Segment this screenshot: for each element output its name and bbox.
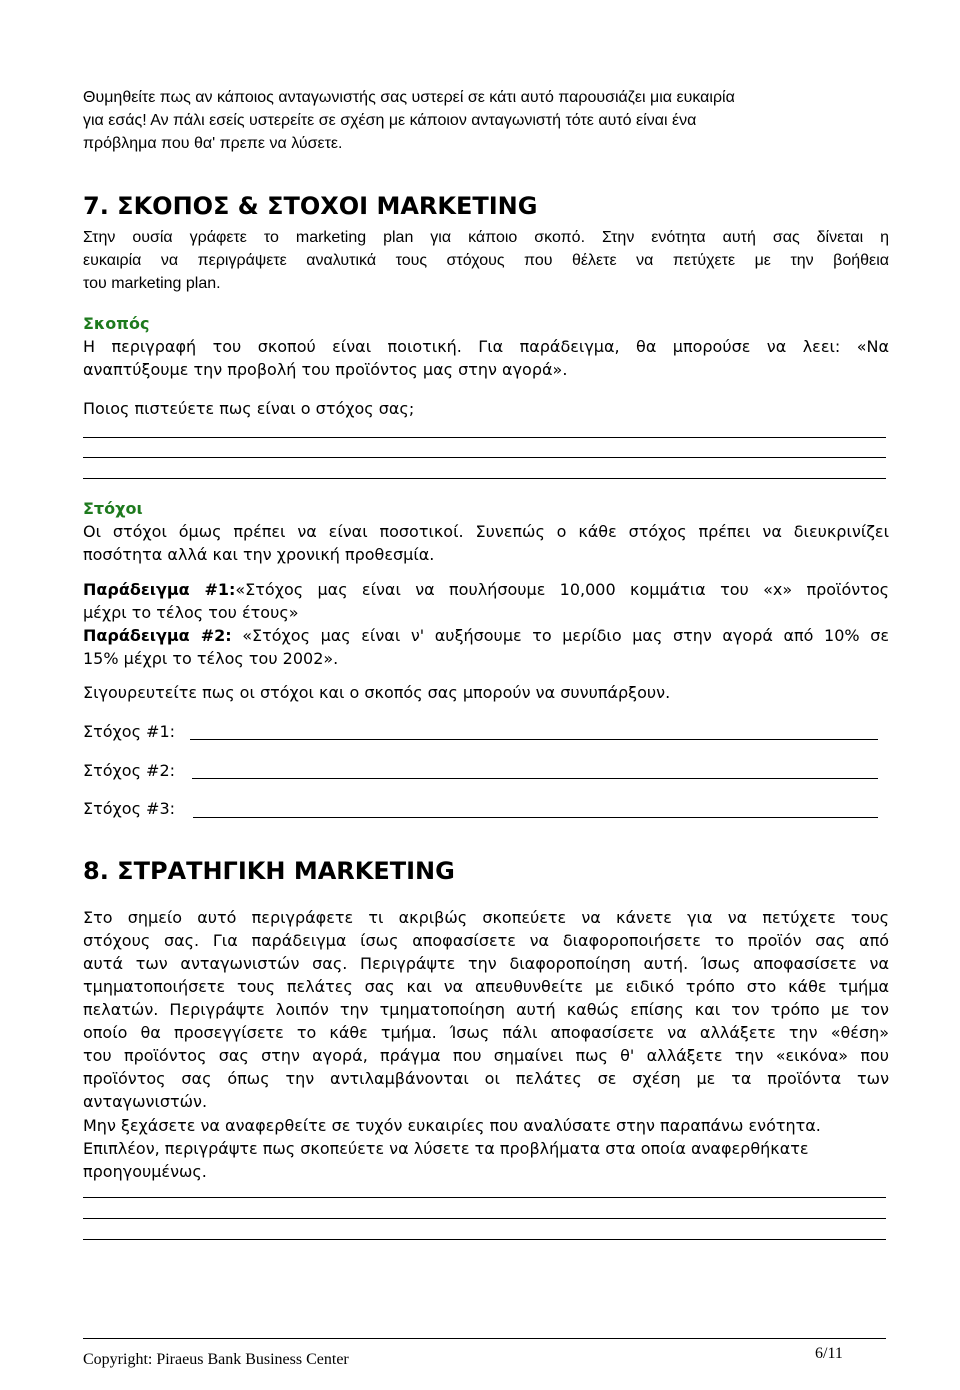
answer-line[interactable] [83, 457, 886, 458]
intro-line: πρόβλημα που θα' πρεπε να λύσετε. [83, 135, 343, 152]
section-7-intro-line: ευκαιρία να περιγράψετε αναλυτικά τους στόχους που θέλετε να πετύχετε με την βοήθεια [83, 252, 889, 269]
purpose-heading: Σκοπός [83, 314, 150, 333]
purpose-question: Ποιος πιστεύετε πως είναι ο στόχος σας; [83, 399, 415, 418]
coexist-note: Σιγουρευτείτε πως οι στόχοι και ο σκοπός σας μπορούν να συνυπάρξουν. [83, 683, 671, 702]
answer-line[interactable] [83, 1218, 886, 1219]
goal-2-label: Στόχος #2: [83, 761, 176, 780]
example-2-line-2: 15% μέχρι το τέλος του 2002». [83, 649, 339, 668]
purpose-text-line: αναπτύξουμε την προβολή του προϊόντος μας στην αγορά». [83, 360, 568, 379]
goals-text [83, 520, 889, 566]
section-7-intro [83, 226, 889, 295]
section-8-line: πελατών. Περιγράψτε λοιπόν την τμηματοποίηση αυτή καθώς επίσης και τον τρόπο με τον [83, 1000, 889, 1019]
examples [83, 578, 889, 670]
section-8-line: Μην ξεχάσετε να αναφερθείτε σε τυχόν ευκαιρίες που αναλύσατε στην παραπάνω ενότητα. [83, 1116, 821, 1135]
section-8-line: αυτά των ανταγωνιστών σας. Περιγράψτε την διαφοροποίηση αυτή. Ίσως αποφασίσετε να [83, 954, 889, 973]
goal-1-field[interactable] [190, 739, 878, 740]
intro-line: Θυμηθείτε πως αν κάποιος ανταγωνιστής σας υστερεί σε κάτι αυτό παρουσιάζει μια ευκαιρία [83, 89, 735, 106]
example-1-line [83, 578, 889, 601]
section-8-paragraph-1 [83, 906, 889, 1113]
goal-1-label: Στόχος #1: [83, 722, 176, 741]
section-8-line: προϊόντος σας όπως την αντιλαμβάνονται οι πελάτες σε σχέση με τα προϊόντα των [83, 1069, 889, 1088]
section-8-line: ανταγωνιστών. [83, 1092, 208, 1111]
page-number: 6/11 [815, 1345, 843, 1362]
goal-2-field[interactable] [192, 778, 878, 779]
example-2-label: Παράδειγμα #2: [83, 626, 232, 645]
section-8-line: οποίο θα προσεγγίσετε το κάθε τμήμα. Ίσως πάλι αποφασίσετε να αλλάξετε την «θέση» [83, 1023, 889, 1042]
answer-line[interactable] [83, 437, 886, 438]
section-8-line: προηγουμένως. [83, 1162, 207, 1181]
goals-text-line: Οι στόχοι όμως πρέπει να είναι ποσοτικοί. Συνεπώς ο κάθε στόχος πρέπει να διευκρινίζει [83, 522, 889, 541]
section-7-heading: 7. ΣΚΟΠΟΣ & ΣΤΟΧΟΙ MARKETING [83, 192, 538, 220]
section-8-heading: 8. ΣΤΡΑΤΗΓΙΚΗ MARKETING [83, 857, 455, 885]
section-7-intro-line: Στην ουσία γράφετε το marketing plan για κάποιο σκοπό. Στην ενότητα αυτή σας δίνεται η [83, 229, 889, 246]
goals-text-line: ποσότητα αλλά και την χρονική προθεσμία. [83, 545, 435, 564]
footer-divider [83, 1338, 886, 1339]
section-8-line: στόχους σας. Για παράδειγμα ίσως αποφασίσετε να διαφοροποιήσετε το προϊόν σας από [83, 931, 889, 950]
goals-heading: Στόχοι [83, 499, 143, 518]
example-1-text: «Στόχος μας είναι να πουλήσουμε 10,000 κομμάτια του «x» προϊόντος [235, 580, 889, 599]
example-2-line [83, 624, 889, 647]
goal-3-label: Στόχος #3: [83, 799, 176, 818]
section-8-paragraph-2 [83, 1114, 889, 1183]
footer-copyright: Copyright: Piraeus Bank Business Center [83, 1351, 349, 1368]
goal-3-field[interactable] [193, 817, 878, 818]
section-8-line: του προϊόντος σας στην αγορά, πράγμα που σημαίνει πως θ' αλλάξετε την «εικόνα» που [83, 1046, 889, 1065]
example-1-line-2: μέχρι το τέλος του έτους» [83, 603, 299, 622]
intro-line: για εσάς! Αν πάλι εσείς υστερείτε σε σχέση με κάποιον ανταγωνιστή τότε αυτό είναι ένα [83, 112, 697, 129]
section-8-line: Στο σημείο αυτό περιγράφετε τι ακριβώς σκοπεύετε να κάνετε για να πετύχετε τους [83, 908, 889, 927]
example-2-text: «Στόχος μας είναι ν' αυξήσουμε το μερίδιο μας στην αγορά από 10% σε [231, 626, 889, 645]
example-1-label: Παράδειγμα #1: [83, 580, 236, 599]
answer-line[interactable] [83, 1197, 886, 1198]
section-8-line: Επιπλέον, περιγράψτε πως σκοπεύετε να λύσετε τα προβλήματα στα οποία αναφερθήκατε [83, 1139, 809, 1158]
answer-line[interactable] [83, 1239, 886, 1240]
section-7-intro-line: του marketing plan. [83, 275, 221, 292]
purpose-text-line: Η περιγραφή του σκοπού είναι ποιοτική. Για παράδειγμα, θα μπορούσε να λεει: «Να [83, 337, 889, 356]
purpose-text [83, 335, 889, 381]
intro-paragraph [83, 86, 889, 155]
answer-line[interactable] [83, 478, 886, 479]
section-8-line: τμηματοποιήσετε τους πελάτες σας και να απευθυνθείτε με ειδικό τρόπο στο κάθε τμήμα [83, 977, 889, 996]
